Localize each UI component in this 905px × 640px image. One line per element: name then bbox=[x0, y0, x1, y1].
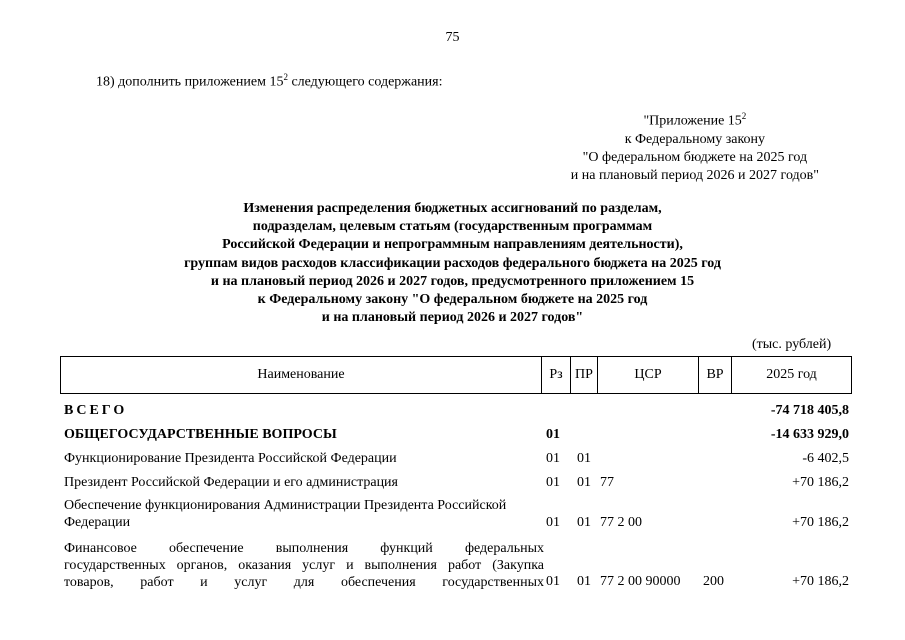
row-rz: 01 bbox=[546, 451, 560, 466]
row-name: Президент Российской Федерации и его администрация bbox=[64, 475, 398, 490]
row-csr: 77 2 00 bbox=[600, 515, 642, 530]
intro-tail: следующего содержания: bbox=[287, 74, 443, 90]
row-rz: 01 bbox=[546, 574, 560, 589]
appendix-superscript: 2 bbox=[741, 111, 747, 121]
appendix-line-2: к Федеральному закону bbox=[624, 131, 766, 147]
row-pr: 01 bbox=[577, 515, 591, 530]
row-amount: +70 186,2 bbox=[792, 475, 849, 490]
row-amount: -14 633 929,0 bbox=[770, 427, 849, 442]
row-name-line: Обеспечение функционирования Администрации Президента Российской bbox=[64, 498, 507, 513]
header-year: 2025 год bbox=[766, 367, 817, 382]
title-line: к Федеральному закону "О федеральном бюджете на 2025 год bbox=[257, 292, 648, 308]
title-line: Изменения распределения бюджетных ассигнований по разделам, bbox=[243, 201, 662, 216]
title-line: и на плановый период 2026 и 2027 годов" bbox=[321, 310, 584, 326]
intro-superscript: 2 bbox=[283, 72, 288, 82]
row-csr: 77 2 00 90000 bbox=[600, 574, 681, 589]
row-name: Функционирование Президента Российской Федерации bbox=[64, 451, 397, 466]
row-rz: 01 bbox=[546, 475, 560, 490]
title-line: Российской Федерации и непрограммным направлениям деятельности), bbox=[222, 237, 683, 253]
appendix-line-4: и на плановый период 2026 и 2027 годов" bbox=[570, 167, 819, 183]
page-number: 75 bbox=[445, 30, 460, 45]
row-name-line: государственных органов, оказания услуг и выполнения работ (Закупка bbox=[64, 558, 544, 573]
row-name: ОБЩЕГОСУДАРСТВЕННЫЕ ВОПРОСЫ bbox=[64, 427, 337, 442]
row-name-line: Федерации bbox=[64, 515, 131, 530]
row-name: ВСЕГО bbox=[64, 403, 128, 418]
row-amount: -74 718 405,8 bbox=[770, 403, 849, 418]
row-rz: 01 bbox=[546, 427, 560, 442]
table-header bbox=[60, 356, 852, 394]
row-name-line: товаров, работ и услуг для обеспечения государственных bbox=[64, 575, 544, 590]
document-title bbox=[0, 200, 905, 327]
header-vr: ВР bbox=[706, 367, 724, 382]
appendix-line-3: "О федеральном бюджете на 2025 год bbox=[582, 149, 808, 165]
row-pr: 01 bbox=[577, 574, 591, 589]
title-line: подразделам, целевым статьям (государственным программам bbox=[252, 219, 653, 235]
title-line: группам видов расходов классификации расходов федерального бюджета на 2025 год bbox=[184, 255, 721, 271]
row-amount: -6 402,5 bbox=[802, 451, 849, 466]
intro-text: 18) дополнить приложением 15 bbox=[96, 74, 284, 90]
appendix-header bbox=[571, 107, 819, 185]
row-name-line: Финансовое обеспечение выполнения функций федеральных bbox=[64, 541, 544, 556]
row-amount: +70 186,2 bbox=[792, 515, 849, 530]
row-amount: +70 186,2 bbox=[792, 574, 849, 589]
intro-line bbox=[96, 72, 443, 91]
units-label: (тыс. рублей) bbox=[752, 337, 832, 352]
row-csr: 77 bbox=[600, 475, 614, 490]
header-csr: ЦСР bbox=[634, 367, 662, 382]
row-pr: 01 bbox=[577, 475, 591, 490]
title-line: и на плановый период 2026 и 2027 годов, предусмотренного приложением 15 bbox=[210, 273, 695, 289]
row-vr: 200 bbox=[703, 574, 724, 589]
row-rz: 01 bbox=[546, 515, 560, 530]
row-pr: 01 bbox=[577, 451, 591, 466]
header-pr: ПР bbox=[575, 367, 593, 382]
header-name: Наименование bbox=[257, 367, 345, 382]
appendix-line-1: "Приложение $15^2$ bbox=[643, 111, 747, 129]
header-rz: Рз bbox=[549, 367, 563, 382]
